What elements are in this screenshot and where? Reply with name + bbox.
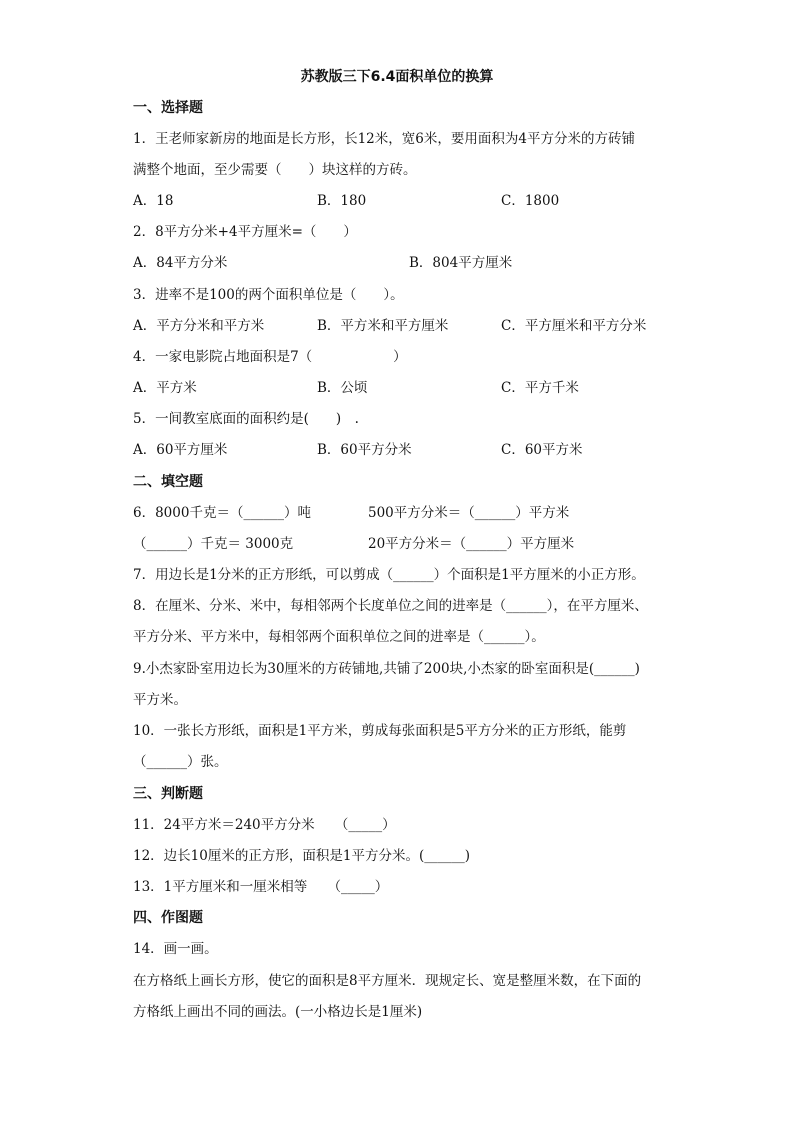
question-1-option-b: B．180 [317, 193, 367, 209]
question-4-option-c: C．平方千米 [501, 380, 579, 396]
question-3-option-b: B．平方米和平方厘米 [317, 318, 449, 334]
question-7-line-1: 7．用边长是1分米的正方形纸，可以剪成（______）个面积是1平方厘米的小正方形。 [133, 567, 645, 583]
section-heading-judge: 三、判断题 [133, 786, 203, 802]
question-6-left-1: 6．8000千克＝（______）吨 [133, 505, 311, 521]
question-13-line-1: 13．1平方厘米和一厘米相等 （_____） [133, 879, 389, 895]
question-1-line-1: 1．王老师家新房的地面是长方形，长12米，宽6米，要用面积为4平方分米的方砖铺 [133, 131, 635, 147]
question-5-option-b: B．60平方分米 [317, 442, 412, 458]
question-4-option-b: B．公顷 [317, 380, 368, 396]
question-6-right-2: 20平方分米＝（______）平方厘米 [368, 536, 575, 552]
question-10-line-1: 10．一张长方形纸，面积是1平方米，剪成每张面积是5平方分米的正方形纸，能剪 [133, 723, 627, 739]
question-4-option-a: A．平方米 [133, 380, 197, 396]
question-1-option-a: A．18 [133, 193, 174, 209]
question-14-line-1: 14．画一画。 [133, 941, 218, 957]
section-heading-choice: 一、选择题 [133, 100, 203, 116]
section-heading-drawing: 四、作图题 [133, 910, 203, 926]
question-5-line-1: 5．一间教室底面的面积约是( ) . [133, 411, 359, 427]
question-10-line-2: （______）张。 [133, 754, 228, 770]
question-4-line-1: 4．一家电影院占地面积是7（ ） [133, 349, 407, 365]
question-12-line-1: 12．边长10厘米的正方形，面积是1平方分米。(______) [133, 848, 470, 864]
page-title: 苏教版三下6.4面积单位的换算 [300, 69, 494, 85]
question-11-line-1: 11．24平方米＝240平方分米 （_____） [133, 817, 396, 833]
question-2-line-1: 2．8平方分米+4平方厘米=（ ） [133, 224, 357, 240]
question-6-right-1: 500平方分米＝（______）平方米 [368, 505, 570, 521]
question-9-line-1: 9.小杰家卧室用边长为30厘米的方砖铺地,共铺了200块,小杰家的卧室面积是(______) [133, 661, 640, 677]
question-9-line-2: 平方米。 [133, 692, 187, 708]
question-2-option-a: A．84平方分米 [133, 255, 228, 271]
question-2-option-b: B．804平方厘米 [409, 255, 513, 271]
question-14-line-3: 方格纸上画出不同的画法。(一小格边长是1厘米) [133, 1004, 423, 1020]
question-8-line-2: 平方分米、平方米中，每相邻两个面积单位之间的进率是（______）。 [133, 629, 545, 645]
question-8-line-1: 8．在厘米、分米、米中，每相邻两个长度单位之间的进率是（______），在平方厘米、 [133, 598, 648, 614]
question-5-option-a: A．60平方厘米 [133, 442, 228, 458]
question-3-option-c: C．平方厘米和平方分米 [501, 318, 647, 334]
question-3-line-1: 3．进率不是100的两个面积单位是（ ）。 [133, 287, 404, 303]
question-1-option-c: C．1800 [501, 193, 560, 209]
question-1-line-2: 满整个地面，至少需要（ ）块这样的方砖。 [133, 162, 417, 178]
question-14-line-2: 在方格纸上画长方形，使它的面积是8平方厘米．现规定长、宽是整厘米数，在下面的 [133, 973, 642, 989]
section-heading-fill-blank: 二、填空题 [133, 474, 203, 490]
question-5-option-c: C．60平方米 [501, 442, 583, 458]
question-3-option-a: A．平方分米和平方米 [133, 318, 265, 334]
question-6-left-2: （______）千克＝ 3000克 [133, 536, 294, 552]
